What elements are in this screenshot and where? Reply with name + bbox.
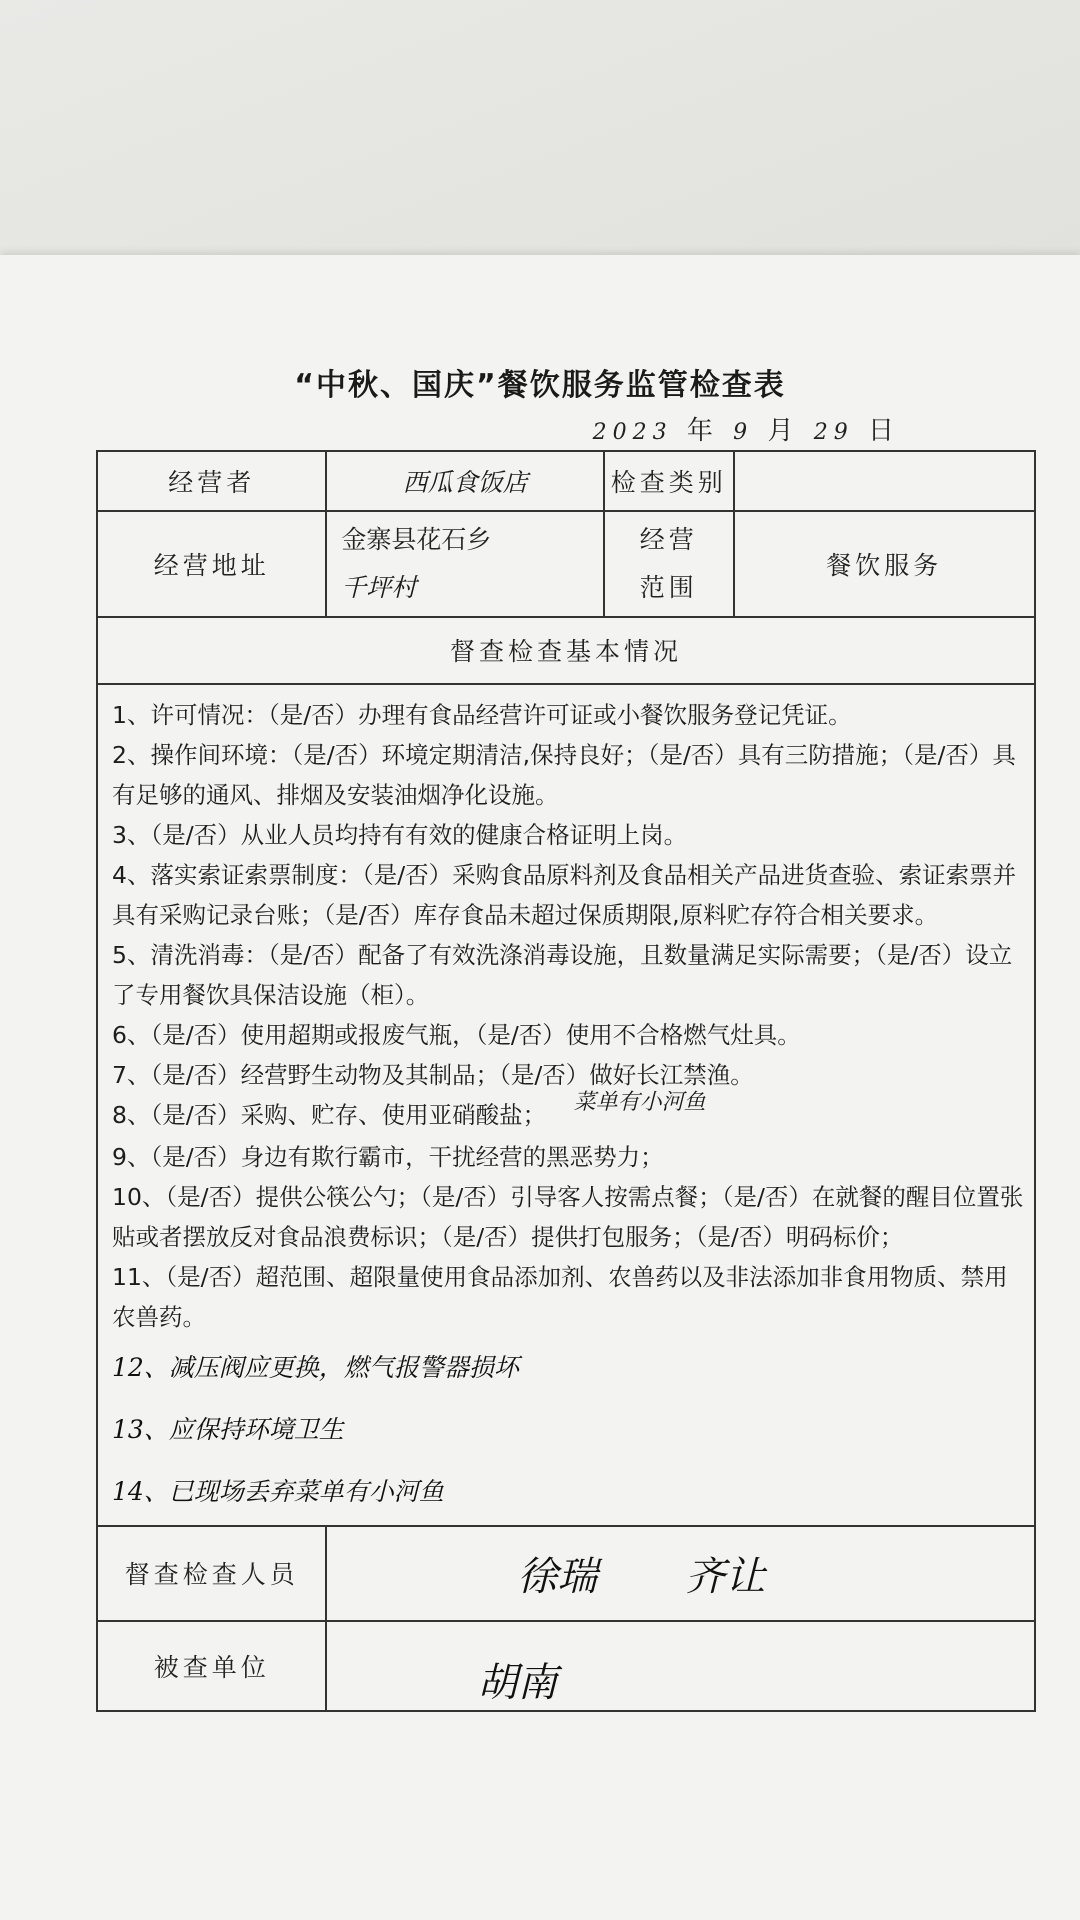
unit-label: 被查单位 <box>97 1621 326 1711</box>
item-8-row <box>112 1089 1024 1137</box>
item-7: 7、（是/否）经营野生动物及其制品；（是/否）做好长江禁渔。 <box>112 1060 754 1089</box>
handwritten-item-13: 13、应保持环境卫生 <box>112 1414 344 1444</box>
item-3: 3、（是/否）从业人员均持有有效的健康合格证明上岗。 <box>112 820 688 849</box>
item-1: 1、许可情况：（是/否）办理有食品经营许可证或小餐饮服务登记凭证。 <box>112 700 852 729</box>
item-4: 4、落实索证索票制度：（是/否）采购食品原料剂及食品相关产品进货查验、索证索票并具有采购记录台账；（是/否）库存食品未超过保质期限,原料贮存符合相关要求。 <box>112 860 1017 929</box>
scope-value: 餐饮服务 <box>734 511 1035 617</box>
scope-label <box>604 511 734 617</box>
date-day-label: 日 <box>867 416 900 446</box>
item-8: 8、（是/否）采购、贮存、使用亚硝酸盐； <box>112 1100 547 1129</box>
address-line-1: 金寨县花石乡 <box>341 525 492 555</box>
inspection-table <box>96 450 1036 1712</box>
inspector-signatures <box>326 1526 1035 1621</box>
item-5: 5、清洗消毒：（是/否）配备了有效洗涤消毒设施，且数量满足实际需要；（是/否）设立了专用餐饮具保洁设施（柜）。 <box>112 940 1013 1009</box>
item-11: 11、（是/否）超范围、超限量使用食品添加剂、农兽药以及非法添加非食用物质、禁用农兽药。 <box>112 1262 1008 1331</box>
operator-label: 经营者 <box>97 451 326 511</box>
inspection-items <box>97 684 1035 1526</box>
form-date <box>593 410 900 447</box>
address-value <box>326 511 603 617</box>
date-day: 29 <box>813 420 854 445</box>
date-year-label: 年 <box>686 416 719 446</box>
inspector-signature-2: 齐让 <box>685 1553 766 1600</box>
category-value <box>734 451 1035 511</box>
item-7-note: 菜单有小河鱼 <box>573 1089 706 1115</box>
date-month-label: 月 <box>767 416 800 446</box>
scope-label-line-2: 范围 <box>639 573 698 603</box>
unit-signature: 胡南 <box>477 1660 558 1707</box>
item-10: 10、（是/否）提供公筷公勺；（是/否）引导客人按需点餐；（是/否）在就餐的醒目位置张贴或者摆放反对食品浪费标识；（是/否）提供打包服务；（是/否）明码标价； <box>112 1182 1024 1251</box>
handwritten-item-12: 12、减压阀应更换，燃气报警器损坏 <box>112 1352 519 1382</box>
item-6: 6、（是/否）使用超期或报废气瓶，（是/否）使用不合格燃气灶具。 <box>112 1020 801 1049</box>
scope-label-line-1: 经营 <box>639 525 698 555</box>
address-label: 经营地址 <box>97 511 326 617</box>
inspector-signature-1: 徐瑞 <box>517 1553 598 1600</box>
item-2: 2、操作间环境：（是/否）环境定期清洁,保持良好；（是/否）具有三防措施；（是/否）具有足够的通风、排烟及安装油烟净化设施。 <box>112 740 1016 809</box>
date-month: 9 <box>733 420 754 445</box>
address-line-2: 千坪村 <box>341 573 417 603</box>
date-year: 2023 <box>592 420 673 445</box>
item-9: 9、（是/否）身边有欺行霸市，干扰经营的黑恶势力； <box>112 1142 664 1171</box>
operator-value: 西瓜食饭店 <box>326 451 603 511</box>
handwritten-item-14: 14、已现场丢弃菜单有小河鱼 <box>112 1476 444 1506</box>
unit-signature-cell <box>326 1621 1035 1711</box>
section-title: 督查检查基本情况 <box>97 617 1035 683</box>
inspector-label: 督查检查人员 <box>97 1526 326 1621</box>
form-title: “中秋、国庆”餐饮服务监管检查表 <box>294 368 786 403</box>
category-label: 检查类别 <box>604 451 734 511</box>
